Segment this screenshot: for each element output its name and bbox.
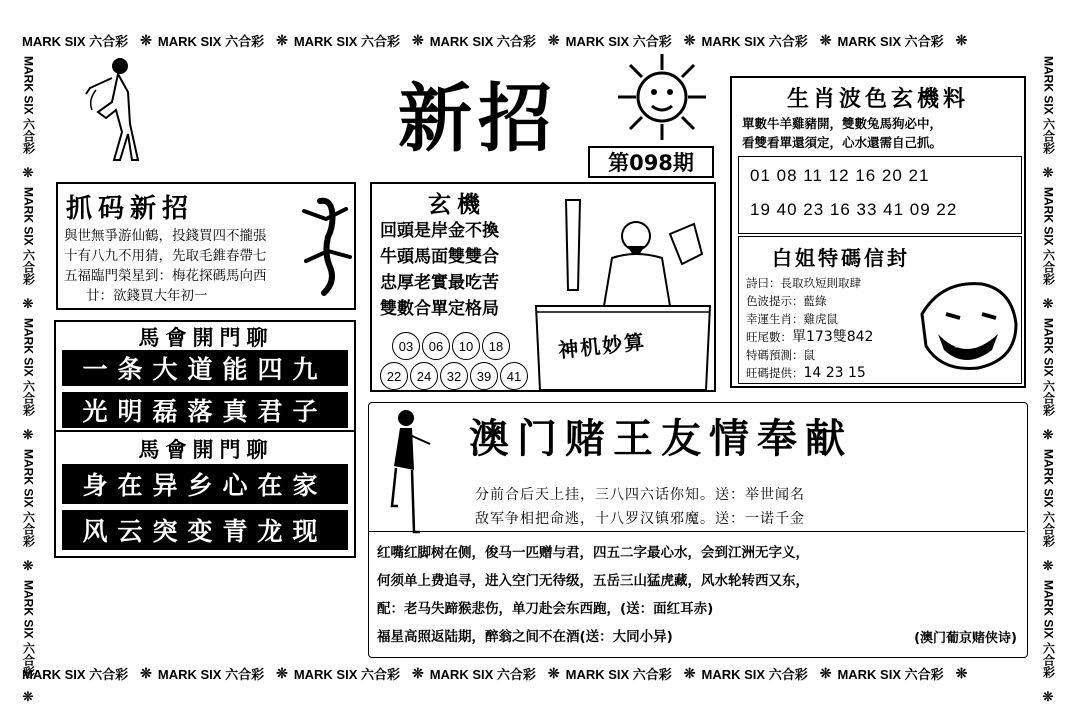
flower-ornament-icon: ❊	[140, 664, 152, 681]
xinfeng-label: 旺尾數：	[746, 330, 792, 344]
horse-chat-line: 风云突变青龙现	[62, 510, 348, 550]
flower-ornament-icon: ❊	[1041, 690, 1057, 706]
flower-ornament-icon: ❊	[955, 664, 968, 681]
issue-badge: 第098期	[588, 146, 714, 178]
shengxiao-box	[730, 76, 1026, 388]
horse-chat-line: 一条大道能四九	[62, 350, 348, 386]
xinfeng-label: 旺碼提供：	[746, 366, 804, 380]
xinfeng-value: 鼠	[803, 348, 815, 362]
macau-para-line: 福星高照返陆期，醉翁之间不在酒(送：大同小异)	[377, 629, 673, 645]
xuanji-line: 忠厚老實最吃苦	[380, 273, 499, 293]
flower-ornament-icon: ❊	[683, 31, 696, 48]
number-ball: 41	[500, 362, 528, 390]
shengxiao-numbers-row: 01 08 11 12 16 20 21	[750, 166, 930, 185]
zhuama-heading: 抓码新招	[66, 194, 195, 224]
sun-icon	[612, 52, 712, 142]
border-brand-label: MARK SIX 六合彩	[1041, 187, 1056, 286]
macau-para-line: 配：老马失蹄猴悲伤，单刀赴会东西跑，(送：面红耳赤)	[377, 601, 714, 617]
border-brand-label: MARK SIX 六合彩	[157, 666, 265, 682]
macau-verse: 敌军争相把命逃，十八罗汉镇邪魔。送：一诺千金	[475, 511, 805, 527]
macau-signature: (澳门葡京赌侠诗)	[914, 631, 1017, 646]
flower-ornament-icon: ❊	[547, 31, 560, 48]
shengxiao-line: 單數牛羊雞豬開，雙數兔馬狗必中，	[742, 116, 943, 131]
border-brand-label: MARK SIX 六合彩	[21, 56, 36, 155]
horse-chat-box-1	[54, 320, 356, 432]
flower-ornament-icon: ❊	[1041, 297, 1057, 313]
zhuama-line: 廿：欲錢買大年初一	[86, 288, 208, 304]
number-ball: 39	[470, 362, 498, 390]
flower-ornament-icon: ❊	[21, 297, 37, 313]
right-border-strip	[1040, 56, 1058, 706]
number-ball: 10	[452, 332, 480, 360]
flower-ornament-icon: ❊	[955, 31, 968, 48]
flower-ornament-icon: ❊	[819, 31, 832, 48]
flower-ornament-icon: ❊	[276, 664, 288, 681]
flower-ornament-icon: ❊	[21, 559, 37, 575]
border-brand-label: MARK SIX 六合彩	[565, 33, 672, 49]
shengxiao-heading: 生肖波色玄機料	[786, 86, 969, 112]
border-brand-label: MARK SIX 六合彩	[293, 33, 400, 49]
xinfeng-label: 特碼預測：	[746, 348, 804, 362]
flower-ornament-icon: ❊	[411, 664, 424, 681]
macau-heading: 澳门赌王友情奉献	[469, 415, 853, 462]
border-brand-label: MARK SIX 六合彩	[157, 33, 265, 49]
border-brand-label: MARK SIX 六合彩	[1041, 56, 1056, 155]
horse-chat-line: 光明磊落真君子	[62, 392, 348, 428]
border-brand-label: MARK SIX 六合彩	[21, 187, 36, 286]
xinfeng-label: 詩曰：	[746, 276, 781, 290]
border-brand-label: MARK SIX 六合彩	[837, 666, 944, 682]
border-brand-label: MARK SIX 六合彩	[701, 33, 808, 49]
table-banner-text: 神机妙算	[557, 329, 648, 363]
flower-ornament-icon: ❊	[1041, 559, 1057, 575]
border-brand-label: MARK SIX 六合彩	[293, 666, 400, 682]
number-ball: 22	[380, 362, 408, 390]
macau-box	[368, 402, 1028, 658]
flower-ornament-icon: ❊	[21, 690, 37, 706]
border-brand-label: MARK SIX 六合彩	[21, 318, 36, 417]
left-border-strip	[20, 56, 38, 706]
bottom-border-strip	[22, 663, 1062, 683]
flower-ornament-icon: ❊	[683, 664, 696, 681]
horse-chat-line: 身在异乡心在家	[62, 464, 348, 504]
zhuama-line: 五福臨門榮星到：梅花探碼馬向西	[64, 268, 267, 284]
flower-ornament-icon: ❊	[1041, 428, 1057, 444]
border-brand-label: MARK SIX 六合彩	[22, 33, 129, 49]
border-brand-label: MARK SIX 六合彩	[21, 449, 36, 548]
border-brand-label: MARK SIX 六合彩	[1041, 449, 1056, 548]
xinfeng-value: 單173雙842	[792, 329, 874, 345]
border-brand-label: MARK SIX 六合彩	[429, 33, 536, 49]
border-brand-label: MARK SIX 六合彩	[1041, 580, 1056, 679]
xinfeng-value: 14 23 15	[803, 365, 866, 381]
xinfeng-value: 長取玖短則取肆	[780, 276, 861, 290]
flower-ornament-icon: ❊	[21, 428, 37, 444]
flower-ornament-icon: ❊	[819, 664, 832, 681]
woman-figure-illustration	[384, 406, 440, 538]
zhuama-line: 與世無爭游仙鶴，投錢買四不攏張	[64, 228, 267, 244]
horse-chat-box-2	[54, 430, 356, 558]
macau-para-line: 何须单上费追寻，进入空门无待级，五岳三山猛虎藏，风水轮转西又东，	[377, 573, 809, 589]
xinfeng-label: 幸運生肖：	[746, 312, 804, 326]
flower-ornament-icon: ❊	[411, 31, 424, 48]
shengxiao-line: 看雙看單還須定，心水還需自己抓。	[742, 135, 943, 150]
xinfeng-label: 色波提示：	[746, 294, 804, 308]
zhuama-line: 十有八九不用猜，先取毛錐春帶七	[64, 248, 267, 264]
flower-ornament-icon: ❊	[140, 31, 152, 48]
woman-figure-illustration	[78, 52, 148, 162]
border-brand-label: MARK SIX 六合彩	[21, 580, 36, 679]
horse-chat-heading: 馬會開門聊	[138, 437, 274, 462]
number-ball: 03	[392, 332, 420, 360]
lizard-icon	[290, 195, 358, 295]
xinfeng-value: 雞虎鼠	[803, 312, 838, 326]
xuanji-line: 回頭是岸金不換	[380, 221, 499, 241]
number-ball: 18	[482, 332, 510, 360]
border-brand-label: MARK SIX 六合彩	[1041, 318, 1056, 417]
xuanji-line: 牛頭馬面雙雙合	[380, 247, 499, 267]
shengxiao-numbers-row: 19 40 23 16 33 41 09 22	[750, 200, 958, 219]
macau-para-line: 红嘴红脚树在侧，俊马一匹赠与君，四五二字最心水，会到江洲无字义，	[377, 545, 809, 561]
border-brand-label: MARK SIX 六合彩	[429, 666, 536, 682]
flower-ornament-icon: ❊	[21, 166, 37, 182]
number-ball: 32	[440, 362, 468, 390]
border-brand-label: MARK SIX 六合彩	[837, 33, 944, 49]
xuanji-line: 雙數合單定格局	[380, 299, 499, 319]
page-title: 新招	[398, 76, 558, 162]
flower-ornament-icon: ❊	[276, 31, 288, 48]
macau-verse: 分前合后天上挂，三八四六话你知。送：举世闻名	[475, 487, 805, 503]
number-ball: 06	[422, 332, 450, 360]
flower-ornament-icon: ❊	[1041, 166, 1057, 182]
border-brand-label: MARK SIX 六合彩	[565, 666, 672, 682]
border-brand-label: MARK SIX 六合彩	[22, 666, 129, 682]
flower-ornament-icon: ❊	[547, 664, 560, 681]
horse-chat-heading: 馬會開門聊	[138, 325, 274, 350]
xuanji-box	[370, 182, 716, 392]
xuanji-heading: 玄機	[428, 191, 486, 218]
number-ball: 24	[410, 362, 438, 390]
top-border-strip	[22, 30, 1062, 50]
xinfeng-heading: 白姐特碼信封	[772, 246, 910, 270]
tiger-head-illustration	[912, 274, 1020, 374]
border-brand-label: MARK SIX 六合彩	[701, 666, 808, 682]
xinfeng-value: 藍綠	[803, 294, 827, 308]
